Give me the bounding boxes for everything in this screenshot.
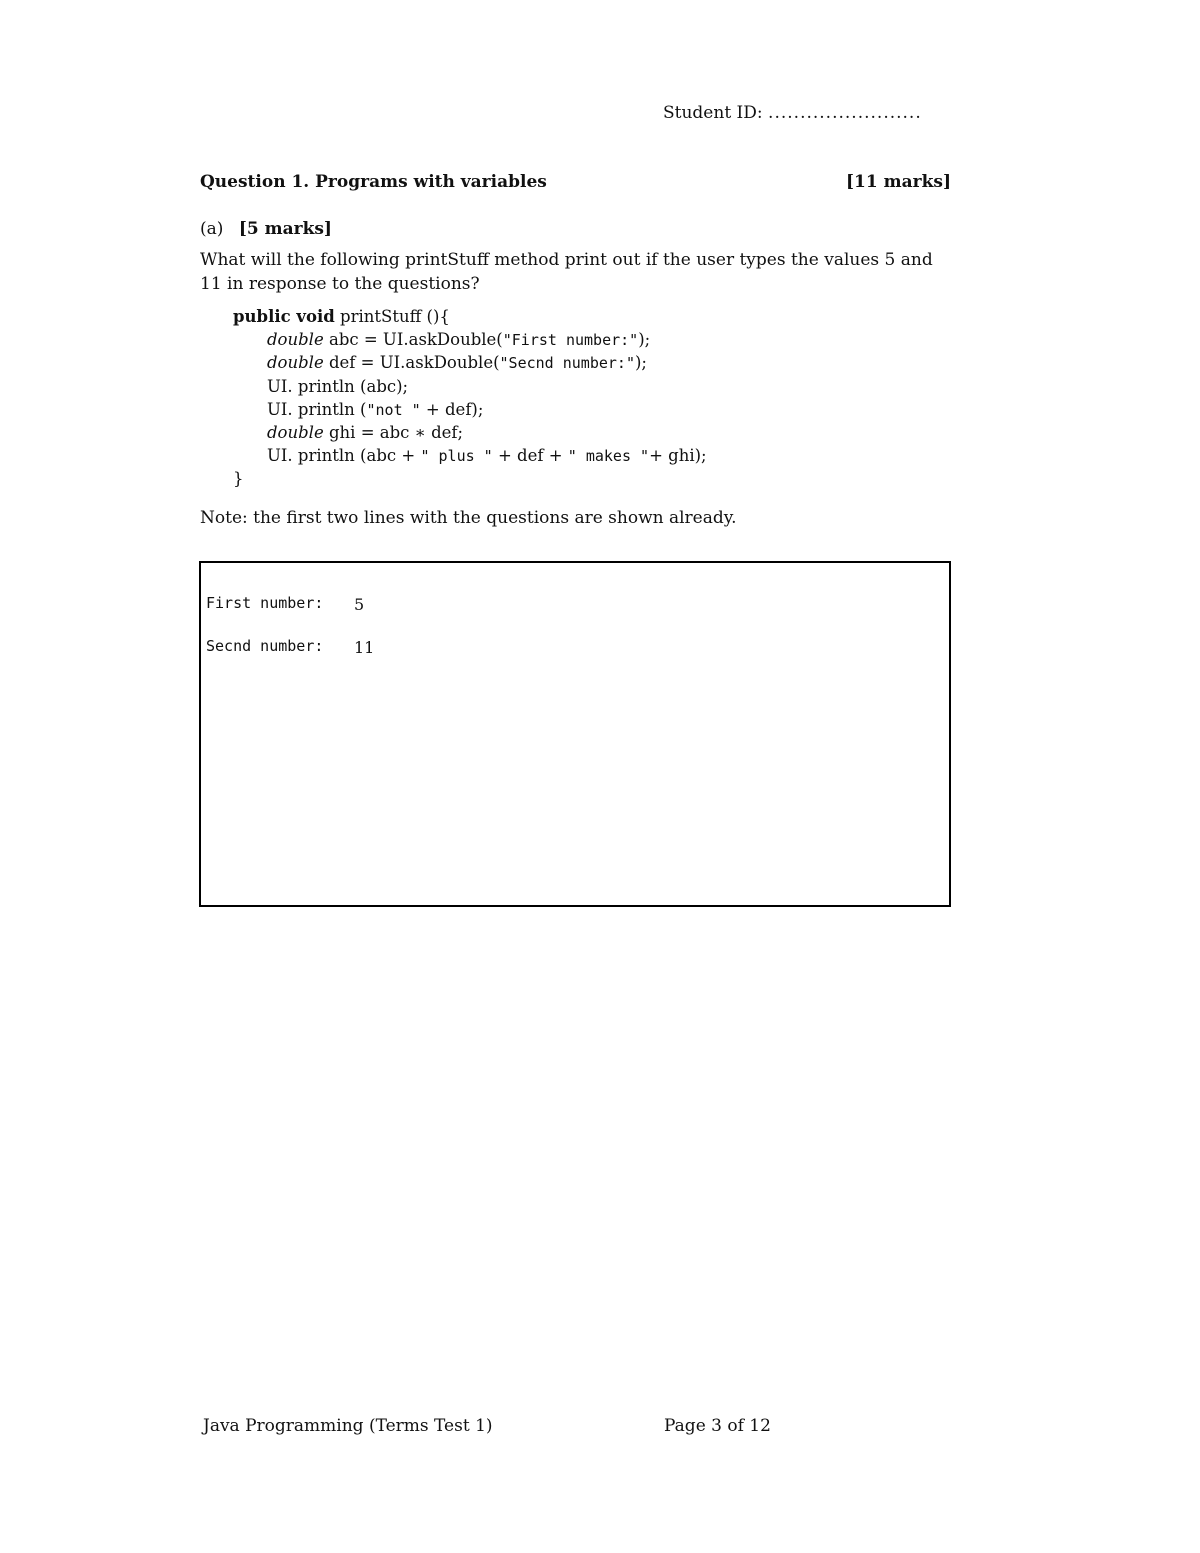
code-text: abc = UI.askDouble( <box>323 330 503 350</box>
answer-box[interactable] <box>199 561 951 907</box>
note-text: Note: the first two lines with the questions are shown already. <box>200 508 737 528</box>
code-line <box>233 351 707 374</box>
answer-line-1-label: First number: <box>206 594 324 612</box>
code-listing <box>233 305 707 491</box>
code-line <box>233 328 707 351</box>
code-text: } <box>233 469 244 489</box>
student-id-label: Student ID: <box>663 103 763 123</box>
question-title: Question 1. Programs with variables <box>200 172 547 192</box>
question-marks: [11 marks] <box>846 172 951 192</box>
code-text: def = UI.askDouble( <box>323 353 500 373</box>
code-string: "not " <box>366 400 421 419</box>
code-line <box>233 398 707 421</box>
part-a-prompt: What will the following printStuff method print out if the user types the values 5 and 11 in response to the questions? <box>200 250 933 294</box>
footer-page-number: Page 3 of 12 <box>664 1416 771 1436</box>
code-text: + ghi); <box>649 446 707 466</box>
code-string: "Secnd number:" <box>499 354 635 373</box>
question-heading <box>200 172 951 192</box>
code-line <box>233 305 707 328</box>
student-id-field <box>663 103 922 123</box>
code-keyword: public void <box>233 307 335 326</box>
code-string: " plus " <box>420 447 493 466</box>
code-type: double <box>267 330 324 350</box>
answer-line-1-value: 5 <box>354 595 365 614</box>
code-text: UI. println ( <box>267 399 367 419</box>
code-line <box>233 444 707 467</box>
code-text: printStuff (){ <box>334 307 450 326</box>
part-a-label: (a) <box>200 219 224 239</box>
code-text: ); <box>638 330 651 350</box>
code-text: UI. println (abc); <box>267 376 409 396</box>
code-text: ghi = abc ∗ def; <box>323 422 464 442</box>
code-text: UI. println (abc + <box>267 446 421 466</box>
footer-course: Java Programming (Terms Test 1) <box>203 1416 493 1436</box>
code-line <box>233 421 707 444</box>
code-line <box>233 375 707 398</box>
code-text: + def); <box>420 399 484 419</box>
code-line <box>233 467 707 490</box>
code-type: double <box>267 422 324 442</box>
part-a-header <box>200 219 332 239</box>
code-string: " makes " <box>567 447 650 466</box>
code-text: + def + <box>492 446 568 466</box>
code-type: double <box>267 353 324 373</box>
answer-line-2-value: 11 <box>354 638 375 657</box>
code-text: ); <box>635 353 647 373</box>
answer-line-2-label: Secnd number: <box>206 637 324 655</box>
code-string: "First number:" <box>502 331 639 350</box>
part-a-marks: [5 marks] <box>238 219 332 239</box>
student-id-blank: ........................ <box>768 103 922 123</box>
